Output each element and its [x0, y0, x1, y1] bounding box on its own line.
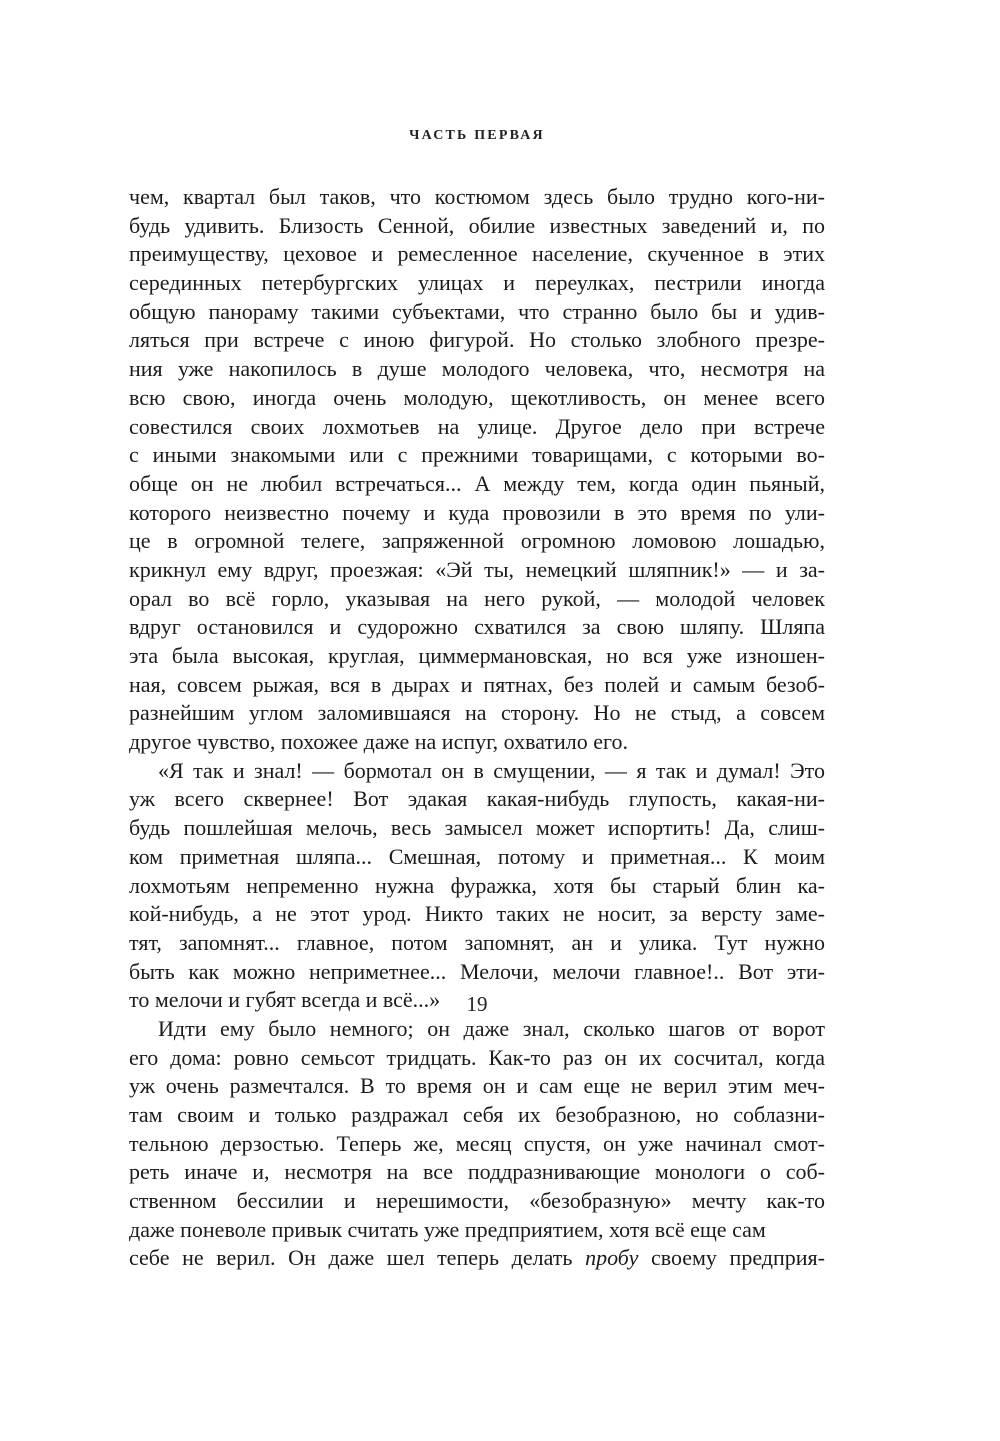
text-line: серединных петербургских улицах и переулках, пестрили иногда	[129, 270, 825, 296]
text-line: реть иначе и, несмотря на все поддразнивающие монологи о соб-	[129, 1159, 825, 1185]
text-line: то мелочи и губят всегда и всё...»	[129, 987, 441, 1013]
text-line: всю свою, иногда очень молодую, щекотливость, он менее всего	[129, 384, 825, 410]
text-line: другое чувство, похожее даже на испуг, охватило его.	[129, 729, 629, 755]
text-line: це в огромной телеге, запряженной огромною ломовою лошадью,	[129, 528, 825, 554]
text-line: вдруг остановился и судорожно схватился за свою шляпу. Шляпа	[129, 614, 825, 640]
text-line: уж всего сквернее! Вот эдакая какая-нибудь глупость, какая-ни-	[129, 786, 825, 812]
text-segment: себе не верил. Он даже шел теперь делать	[129, 1245, 586, 1271]
italic-emphasis: пробу	[585, 1245, 639, 1271]
text-line: ком приметная шляпа... Смешная, потому и приметная... К моим	[129, 843, 825, 869]
body-text	[129, 183, 825, 1273]
text-line: даже поневоле привык считать уже предприятием, хотя всё еще сам	[129, 1216, 766, 1242]
text-line: крикнул ему вдруг, проезжая: «Эй ты, немецкий шляпник!» — и за-	[129, 556, 825, 582]
text-line: лохмотьям непременно нужна фуражка, хотя бы старый блин ка-	[129, 872, 825, 898]
text-line: там своим и только раздражал себя их безобразною, но соблазни-	[129, 1102, 825, 1127]
text-line: ляться при встрече с иною фигурой. Но столько злобного презре-	[129, 327, 825, 353]
text-line: ственном бессилии и нерешимости, «безобразную» мечту как-то	[129, 1188, 825, 1214]
paragraph	[129, 757, 825, 1015]
text-line: совестился своих лохмотьев на улице. Другое дело при встрече	[129, 413, 825, 439]
text-line: уж очень размечтался. В то время он и сам еще не верил этим меч-	[129, 1073, 825, 1099]
text-line: тельною дерзостью. Теперь же, месяц спустя, он уже начинал смот-	[129, 1130, 825, 1156]
text-line: ная, совсем рыжая, вся в дырах и пятнах, без полей и самым безоб-	[129, 671, 825, 697]
paragraph	[129, 183, 825, 757]
text-segment: своему предприя-	[638, 1245, 825, 1271]
text-line: эта была высокая, круглая, циммермановская, но вся уже изношен-	[129, 643, 825, 668]
text-line	[129, 1244, 825, 1273]
running-head: ЧАСТЬ ПЕРВАЯ	[409, 128, 545, 143]
page-number: 19	[466, 992, 488, 1016]
text-line: быть как можно неприметнее... Мелочи, мелочи главное!.. Вот эти-	[129, 958, 825, 984]
text-line: будь пошлейшая мелочь, весь замысел может испортить! Да, слиш-	[129, 815, 825, 841]
text-line: Идти ему было немного; он даже знал, сколько шагов от ворот	[158, 1015, 825, 1041]
text-line: преимуществу, цеховое и ремесленное население, скученное в этих	[129, 241, 825, 267]
text-line: с иными знакомыми или с прежними товарищами, с которыми во-	[129, 442, 825, 468]
text-line: ния уже накопилось в душе молодого человека, что, несмотря на	[129, 356, 825, 382]
text-line: общую панораму такими субъектами, что странно было бы и удив-	[129, 298, 825, 324]
text-line: «Я так и знал! — бормотал он в смущении, — я так и думал! Это	[158, 757, 825, 783]
text-line: его дома: ровно семьсот тридцать. Как-то раз он их сосчитал, когда	[129, 1044, 825, 1070]
text-line: чем, квартал был таков, что костюмом здесь было трудно кого-ни-	[129, 184, 825, 209]
text-line: которого неизвестно почему и куда провозили в это время по ули-	[129, 499, 825, 525]
text-line: обще он не любил встречаться... А между тем, когда один пьяный,	[129, 470, 825, 496]
text-line: будь удивить. Близость Сенной, обилие известных заведений и, по	[129, 212, 825, 238]
text-line: тят, запомнят... главное, потом запомнят, ан и улика. Тут нужно	[129, 929, 825, 955]
text-line: орал во всё горло, указывая на него рукой, — молодой человек	[129, 585, 825, 611]
text-line: разнейшим углом заломившаяся на сторону. Но не стыд, а совсем	[129, 700, 825, 726]
text-line: кой-нибудь, а не этот урод. Никто таких не носит, за версту заме-	[129, 901, 825, 927]
paragraph	[129, 1244, 825, 1273]
paragraph	[129, 1015, 825, 1245]
